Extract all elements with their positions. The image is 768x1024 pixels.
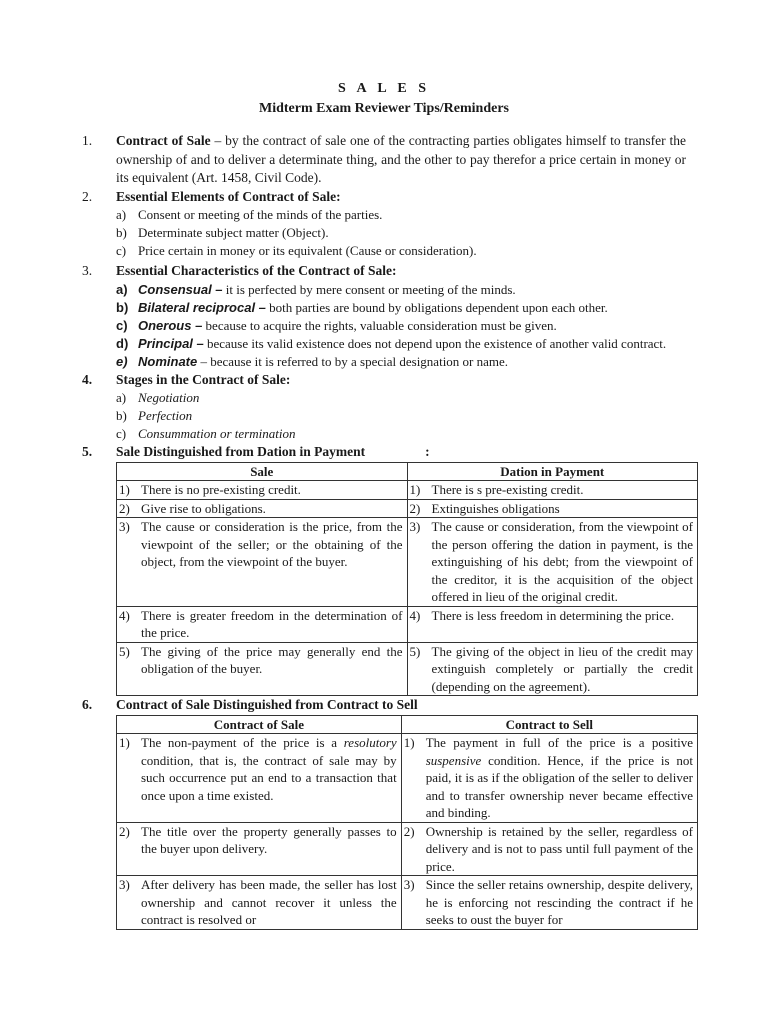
sub-item: c) Price certain in money or its equivalent (Cause or consideration). bbox=[116, 243, 477, 258]
item-text: – by the contract of sale one of the contracting parties obligates himself to transfer the ownership of and to deliver a determinate thing, and the other to pay therefor a price certain in money or its equivalent (Art. 1458, Civil Code). bbox=[116, 133, 686, 185]
item-sale-vs-dation: 5. Sale Distinguished from Dation in Payment : bbox=[82, 443, 686, 462]
item-stages bbox=[82, 371, 686, 390]
item-contract-of-sale bbox=[82, 132, 686, 188]
item-heading: Essential Characteristics of the Contract of Sale: bbox=[116, 263, 397, 278]
document-subtitle: Midterm Exam Reviewer Tips/Reminders bbox=[258, 101, 510, 116]
item-heading: Stages in the Contract of Sale: bbox=[116, 371, 291, 387]
item-essential-characteristics bbox=[82, 262, 686, 281]
column-header: Contract of Sale bbox=[117, 715, 402, 734]
sub-item: b) Determinate subject matter (Object). bbox=[116, 225, 329, 240]
item-number: 3. bbox=[82, 263, 93, 278]
table-row: 3) After delivery has been made, the seller has lost ownership and cannot recover it unless the contract is resolved or 3) Since the seller retains ownership, despite delivery, he is enforcing not rescinding the contract if he seeks to oust the buyer for bbox=[117, 876, 698, 930]
table-header-row bbox=[117, 715, 698, 734]
item-number: 4. bbox=[82, 371, 93, 387]
item-heading: Sale Distinguished from Dation in Payment bbox=[116, 444, 366, 459]
sale-vs-contract-to-sell-table bbox=[116, 715, 698, 930]
sub-item: a) Consensual – it is perfected by mere consent or meeting of the minds. bbox=[116, 281, 516, 297]
table-row: 2) Give rise to obligations. 2) Extinguishes obligations bbox=[117, 499, 698, 518]
table-row: 4) There is greater freedom in the determination of the price. 4) There is less freedom in determining the price. bbox=[117, 606, 698, 642]
sub-item: a) Negotiation bbox=[116, 390, 200, 405]
sale-vs-dation-table bbox=[116, 462, 698, 697]
table-row: 2) The title over the property generally passes to the buyer upon delivery. 2) Ownership is retained by the seller, regardless of delivery and is not to pass until full payment of the price. bbox=[117, 822, 698, 876]
item-heading: Contract of Sale Distinguished from Contract to Sell bbox=[116, 697, 418, 712]
item-sale-vs-contract-to-sell bbox=[82, 696, 686, 715]
document-title: S A L E S bbox=[337, 81, 431, 96]
column-header: Dation in Payment bbox=[407, 462, 698, 481]
item-number: 2. bbox=[82, 188, 93, 204]
table-row: 5) The giving of the price may generally end the obligation of the buyer. 5) The giving of the object in lieu of the credit may extinguish completely or partially the credit (depending on the agreement). bbox=[117, 642, 698, 696]
item-number: 1. bbox=[82, 133, 93, 148]
column-header: Contract to Sell bbox=[401, 715, 697, 734]
sub-item: b) Perfection bbox=[116, 408, 193, 423]
item-essential-elements bbox=[82, 188, 686, 207]
sub-item: d) Principal – because its valid existence does not depend upon the existence of another valid contract. bbox=[116, 335, 667, 351]
sub-item: e) Nominate – because it is referred to by a special designation or name. bbox=[116, 353, 509, 369]
item-number: 6. bbox=[82, 697, 93, 712]
table-row: 1) There is no pre-existing credit. 1) There is s pre-existing credit. bbox=[117, 481, 698, 500]
table-row: 1) The non-payment of the price is a resolutory condition, that is, the contract of sale may by such occurrence put an end to a transaction that once upon a time existed. 1) The payment in full of the price is a positive suspensive condition. Hence, if the price is not paid, it is as if the obligation of the seller to deliver and to transfer ownership never became effective and binding. bbox=[117, 734, 698, 823]
sub-item: a) Consent or meeting of the minds of the parties. bbox=[116, 207, 383, 222]
table-row: 3) The cause or consideration is the price, from the viewpoint of the seller; or the obtaining of the object, from the viewpoint of the buyer. 3) The cause or consideration, from the viewpoint of the person offering the dation in payment, is the extinguishing of his debt; from the viewpoint of the creditor, it is the acquisition of the object offered in lieu of the original credit. bbox=[117, 518, 698, 607]
table-header-row bbox=[117, 462, 698, 481]
sub-item: c) Onerous – because to acquire the rights, valuable consideration must be given. bbox=[116, 317, 557, 333]
item-number: 5. bbox=[82, 444, 93, 459]
item-heading: Essential Elements of Contract of Sale: bbox=[116, 188, 341, 204]
column-header: Sale bbox=[117, 462, 408, 481]
sub-item: c) Consummation or termination bbox=[116, 426, 296, 441]
item-heading: Contract of Sale bbox=[116, 133, 211, 148]
sub-item: b) Bilateral reciprocal – both parties are bound by obligations dependent upon each other. bbox=[116, 299, 608, 315]
